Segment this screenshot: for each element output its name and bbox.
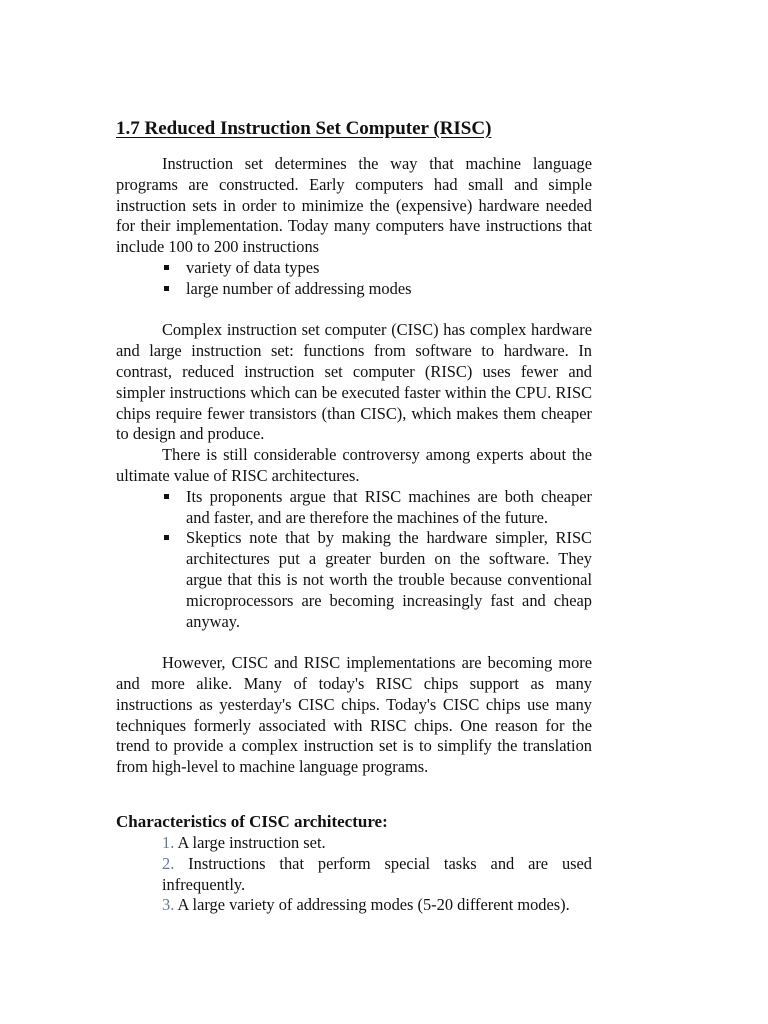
spacer [116, 300, 592, 321]
item-text: A large variety of addressing modes (5-20 different modes). [177, 895, 570, 915]
list-item [116, 833, 592, 854]
list-item: Skeptics note that by making the hardware simpler, RISC architectures put a greater burden on the software. They argue that this is not worth the trouble because conventional microprocessors are becoming increasingly fast and cheap anyway. [116, 528, 592, 632]
item-number: 3. [162, 895, 175, 915]
section-title: 1.7 Reduced Instruction Set Computer (RISC) [116, 118, 492, 139]
item-text: Instructions that perform special tasks and are used infrequently. [162, 853, 592, 894]
characteristics-list [116, 833, 592, 916]
characteristics-heading: Characteristics of CISC architecture: [116, 811, 388, 831]
however-paragraph: However, CISC and RISC implementations are becoming more and more alike. Many of today's RISC chips support as many instructions as yesterday's CISC chips. Today's CISC chips use many techniques formerly associated with RISC chips. One reason for the trend to provide a complex instruction set is to simplify the translation from high-level to machine language programs. [116, 653, 592, 777]
spacer [116, 632, 592, 653]
item-text: A large instruction set. [177, 832, 326, 852]
intro-bullet-list [116, 258, 592, 300]
document-content [116, 117, 592, 916]
item-number: 2. [162, 853, 175, 873]
item-number: 1. [162, 832, 175, 852]
spacer [116, 778, 592, 811]
list-item: large number of addressing modes [116, 279, 592, 300]
list-item [116, 895, 592, 916]
cisc-paragraph: Complex instruction set computer (CISC) has complex hardware and large instruction set: functions from software to hardware. In contrast, reduced instruction set computer (RISC) uses fewer and simpler instructions which can be executed faster within the CPU. RISC chips require fewer transistors (than CISC), which makes them cheaper to design and produce. [116, 320, 592, 444]
controversy-bullet-list [116, 487, 592, 633]
list-item: Its proponents argue that RISC machines are both cheaper and faster, and are therefore the machines of the future. [116, 487, 592, 529]
intro-paragraph: Instruction set determines the way that machine language programs are constructed. Early computers had small and simple instruction sets in order to minimize the (expensive) hardware needed for their implementation. Today many computers have instructions that include 100 to 200 instructions [116, 154, 592, 257]
list-item [116, 854, 592, 896]
list-item: variety of data types [116, 258, 592, 279]
controversy-paragraph: There is still considerable controversy among experts about the ultimate value of RISC architectures. [116, 445, 592, 485]
